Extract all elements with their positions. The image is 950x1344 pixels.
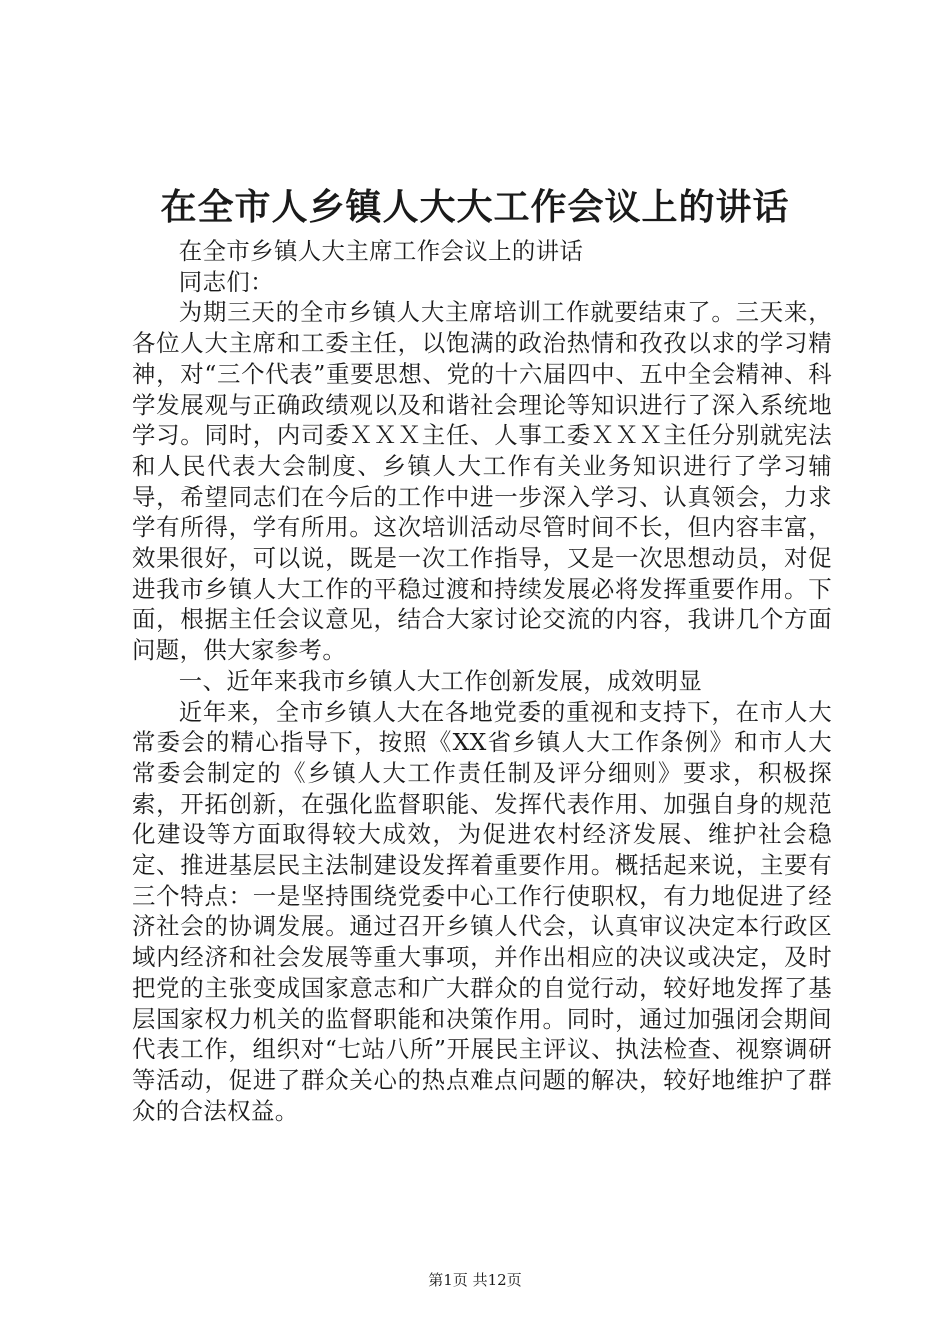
subtitle-line: 在全市乡镇人大主席工作会议上的讲话 [178,237,584,265]
section-heading-1: 一、近年来我市乡镇人大工作创新发展，成效明显 [178,666,703,695]
salutation: 同志们： [178,267,274,296]
document-title: 在全市人乡镇人大大工作会议上的讲话 [160,187,790,228]
paragraph-intro: 为期三天的全市乡镇人大主席培训工作就要结束了。三天来，各位人大主席和工委主任，以饱满的政治热情和孜孜以求的学习精神，对“三个代表”重要思想、党的十六届四中、五中全会精神、科学发展观与正确政绩观以及和谐社会理论等知识进行了深入系统地学习。同时，内司委ＸＸＸ主任、人事工委ＸＸＸ主任分别就宪法和人民代表大会制度、乡镇人大工作有关业务知识进行了学习辅导，希望同志们在今后的工作中进一步深入学习、认真领会，力求学有所得，学有所用。这次培训活动尽管时间不长，但内容丰富，效果很好，可以说，既是一次工作指导，又是一次思想动员，对促进我市乡镇人大工作的平稳过渡和持续发展必将发挥重要作用。下面，根据主任会议意见，结合大家讨论交流的内容，我讲几个方面问题，供大家参考。 [132,298,832,665]
paragraph-section-1: 近年来，全市乡镇人大在各地党委的重视和支持下，在市人大常委会的精心指导下，按照《XX省乡镇人大工作条例》和市人大常委会制定的《乡镇人大工作责任制及评分细则》要求，积极探索，开拓创新，在强化监督职能、发挥代表作用、加强自身的规范化建设等方面取得较大成效，为促进农村经济发展、维护社会稳定、推进基层民主法制建设发挥着重要作用。概括起来说，主要有三个特点：一是坚持围绕党委中心工作行使职权，有力地促进了经济社会的协调发展。通过召开乡镇人代会，认真审议决定本行政区域内经济和社会发展等重大事项，并作出相应的决议或决定，及时把党的主张变成国家意志和广大群众的自觉行动，较好地发挥了基层国家权力机关的监督职能和决策作用。同时，通过加强闭会期间代表工作，组织对“七站八所”开展民主评议、执法检查、视察调研等活动，促进了群众关心的热点难点问题的解决，较好地维护了群众的合法权益。 [132,697,832,1125]
document-body [132,236,832,1126]
page-footer: 第1页 共12页 [428,1271,522,1289]
